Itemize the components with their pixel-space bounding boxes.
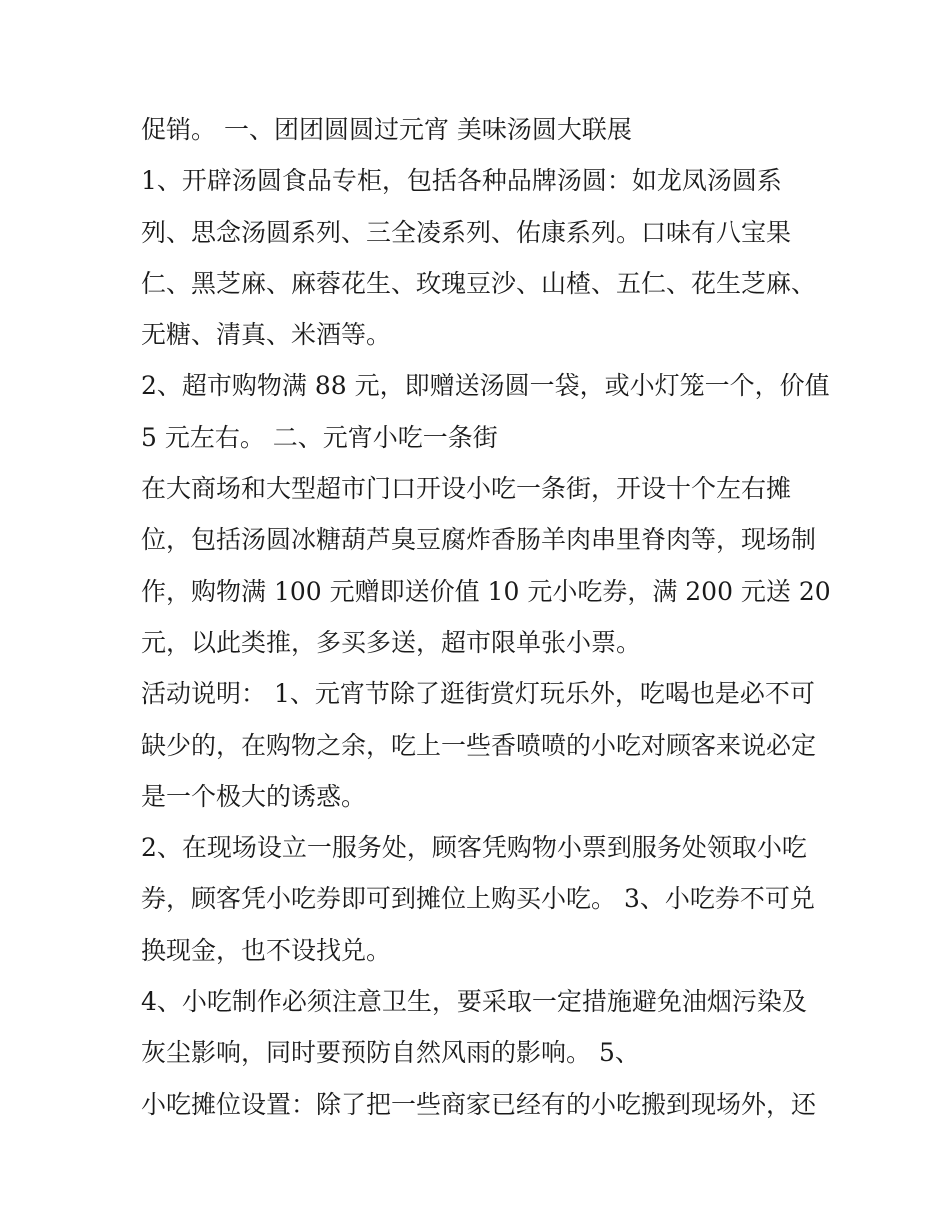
text-line: 位，包括汤圆冰糖葫芦臭豆腐炸香肠羊肉串里脊肉等，现场制 xyxy=(141,525,817,555)
text-line: 缺少的，在购物之余，吃上一些香喷喷的小吃对顾客来说必定 xyxy=(141,730,817,760)
text-line: 2、在现场设立一服务处，顾客凭购物小票到服务处领取小吃 xyxy=(141,833,807,863)
text-line: 作，购物满 100 元赠即送价值 10 元小吃券，满 200 元送 20 xyxy=(141,576,831,606)
text-line: 小吃摊位设置：除了把一些商家已经有的小吃搬到现场外，还 xyxy=(141,1089,817,1119)
text-line: 灰尘影响，同时要预防自然风雨的影响。 5、 xyxy=(141,1038,640,1068)
text-line: 5 元左右。 二、元宵小吃一条街 xyxy=(141,422,498,452)
text-line: 元，以此类推，多买多送，超市限单张小票。 xyxy=(141,627,642,657)
text-line: 2、超市购物满 88 元，即赠送汤圆一袋，或小灯笼一个，价值 xyxy=(141,371,830,401)
text-line: 列、思念汤圆系列、三全凌系列、佑康系列。口味有八宝果 xyxy=(141,217,792,247)
text-line: 换现金，也不设找兑。 xyxy=(141,935,392,965)
text-line: 4、小吃制作必须注意卫生，要采取一定措施避免油烟污染及 xyxy=(141,987,807,1017)
text-line: 1、开辟汤圆食品专柜，包括各种品牌汤圆：如龙凤汤圆系 xyxy=(141,166,782,196)
text-line: 券，顾客凭小吃券即可到摊位上购买小吃。 3、小吃券不可兑 xyxy=(141,884,815,914)
text-line: 是一个极大的诱惑。 xyxy=(141,781,367,811)
text-line: 仁、黑芝麻、麻蓉花生、玫瑰豆沙、山楂、五仁、花生芝麻、 xyxy=(141,268,817,298)
text-line: 无糖、清真、米酒等。 xyxy=(141,320,392,350)
document-body xyxy=(141,108,831,1134)
text-line: 在大商场和大型超市门口开设小吃一条街，开设十个左右摊 xyxy=(141,474,792,504)
text-line: 活动说明： 1、元宵节除了逛街赏灯玩乐外，吃喝也是必不可 xyxy=(141,679,815,709)
text-line: 促销。 一、团团圆圆过元宵 美味汤圆大联展 xyxy=(141,115,632,144)
